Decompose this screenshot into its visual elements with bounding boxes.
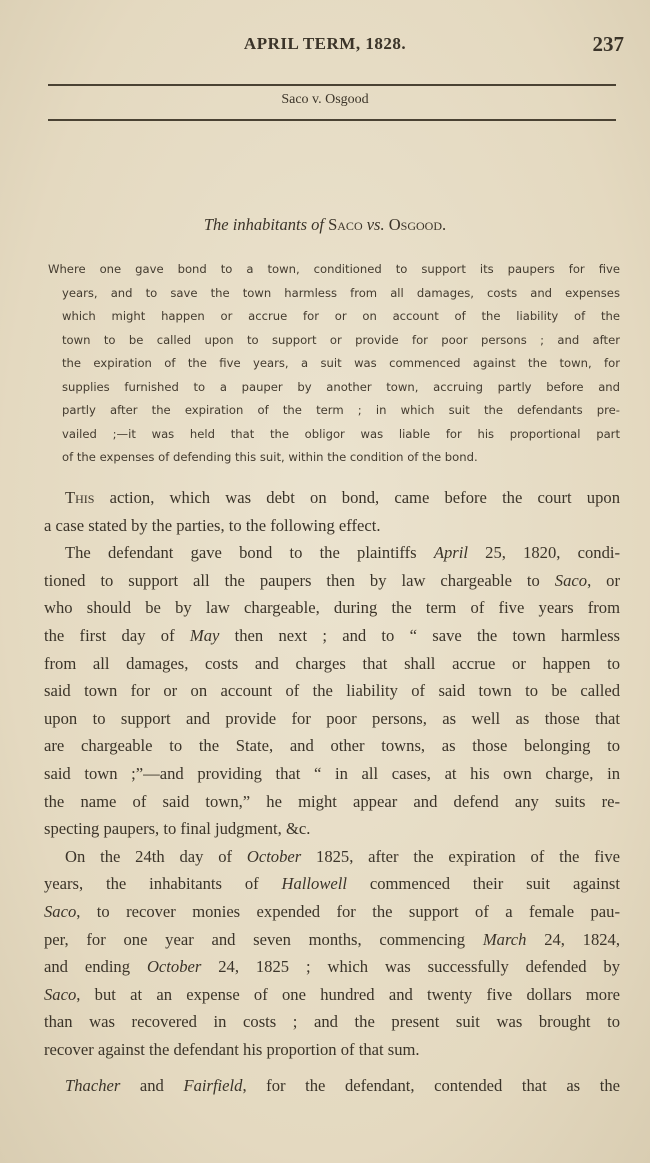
body-line (44, 1072, 620, 1100)
body-text: than was recovered in costs ; and the present suit was brought to (44, 1012, 620, 1032)
body-line (44, 567, 620, 595)
body-line (44, 622, 620, 650)
headnote-line: years, and to save the town harmless from all damages, costs and expenses (62, 285, 620, 300)
headnote-line: town to be called upon to support or provide for poor persons ; and after (62, 332, 620, 347)
body-text: 25, 1820, condi- (467, 543, 621, 563)
body-line (44, 981, 620, 1009)
headnote-line: Where one gave bond to a town, conditioned to support its paupers for five (48, 262, 620, 276)
body-text: specting paupers, to final judgment, &c. (44, 819, 311, 839)
body-line (44, 898, 620, 926)
body-text: from all damages, costs and charges that shall accrue or happen to (44, 653, 620, 673)
body-text: the name of said town,” he might appear and defend any suits re- (44, 791, 620, 811)
headnote-line: which might happen or accrue for or on account of the liability of the (62, 309, 620, 323)
case-title-plaintiff: Saco (328, 215, 363, 234)
body-line (44, 594, 620, 622)
italic-text: Saco (554, 570, 588, 590)
body-text: and ending (44, 957, 147, 977)
body-line (44, 677, 620, 705)
body-line (44, 705, 620, 733)
headnote (48, 258, 620, 470)
body-text: said town for or on account of the liability of said town to be called (44, 681, 620, 701)
body-text: then next ; and to “ save the town harmless (219, 625, 620, 645)
headnote-line: of the expenses of defending this suit, within the condition of the bond. (62, 450, 478, 464)
page-number: 237 (592, 32, 624, 56)
body-text: , but at an expense of one hundred and twenty five dollars more (76, 984, 620, 1004)
body-line (44, 512, 620, 540)
body-text: who should be by law chargeable, during the term of five years from (44, 598, 620, 618)
italic-text: October (246, 846, 302, 866)
body-text: 24, 1824, (526, 929, 621, 949)
italic-text: Saco (44, 984, 77, 1004)
body-line (44, 1008, 620, 1036)
body-text: This (65, 488, 95, 507)
body-line (44, 870, 620, 898)
body-text: 24, 1825 ; which was successfully defended by (201, 957, 620, 977)
body-text: , or (587, 570, 620, 590)
body-text: the first day of (44, 625, 190, 645)
case-caption: Saco v. Osgood (281, 92, 369, 107)
body-text: action, which was debt on bond, came before the court upon (94, 488, 620, 507)
body-line (44, 539, 620, 567)
running-header (0, 32, 650, 56)
headnote-line: vailed ;—it was held that the obligor was liable for his proportional part (62, 426, 620, 441)
body-line (44, 926, 620, 954)
case-title-part: The inhabitants of (203, 215, 324, 234)
header-rule-top (48, 84, 616, 86)
italic-text: Hallowell (281, 874, 347, 894)
body-text: 1825, after the expiration of the five (301, 846, 620, 866)
body-text: tioned to support all the paupers then by law chargeable to (44, 570, 555, 590)
header-rule-bottom (48, 119, 616, 121)
body-text: years, the inhabitants of (44, 874, 282, 894)
body-text: commenced their suit against (346, 874, 620, 894)
body-line (44, 815, 620, 843)
headnote-line: partly after the expiration of the term ; in which suit the defendants pre- (62, 403, 620, 417)
body-text: , to recover monies expended for the support of a female pau- (76, 901, 620, 921)
headnote-line: the expiration of the five years, a suit was commenced against the town, for (62, 356, 620, 370)
italic-text: Saco (44, 901, 77, 921)
italic-text: Thacher (65, 1076, 121, 1096)
body-line (44, 788, 620, 816)
body-text: a case stated by the parties, to the following effect. (44, 515, 381, 535)
body-line (44, 732, 620, 760)
body-text: per, for one year and seven months, commencing (44, 929, 483, 949)
body-text: upon to support and provide for poor persons, as well as those that (44, 708, 620, 728)
body-text: recover against the defendant his proportion of that sum. (44, 1039, 420, 1059)
body-text: and (120, 1076, 184, 1096)
body-text: On the 24th day of (65, 846, 247, 866)
case-title-vs: vs. (366, 215, 385, 234)
body-line (44, 484, 620, 512)
italic-text: October (146, 957, 202, 977)
italic-text: May (189, 625, 220, 645)
body-line (44, 1036, 620, 1064)
body-text: The defendant gave bond to the plaintiffs (65, 543, 434, 563)
body-text: said town ;”—and providing that “ in all cases, at his own charge, in (44, 763, 620, 783)
opinion-body (44, 484, 620, 1100)
italic-text: April (433, 543, 468, 563)
case-title-defendant: Osgood. (388, 215, 447, 234)
body-text: are chargeable to the State, and other towns, as those belonging to (44, 736, 620, 756)
italic-text: March (482, 929, 527, 949)
case-title (0, 215, 650, 235)
headnote-line: supplies furnished to a pauper by another town, accruing partly before and (62, 379, 620, 394)
italic-text: Fairfield (183, 1076, 243, 1096)
body-line (44, 843, 620, 871)
running-title: APRIL TERM, 1828. (243, 34, 407, 53)
body-line (44, 953, 620, 981)
body-line (44, 760, 620, 788)
body-line (44, 650, 620, 678)
body-text: , for the defendant, contended that as the (242, 1076, 620, 1096)
